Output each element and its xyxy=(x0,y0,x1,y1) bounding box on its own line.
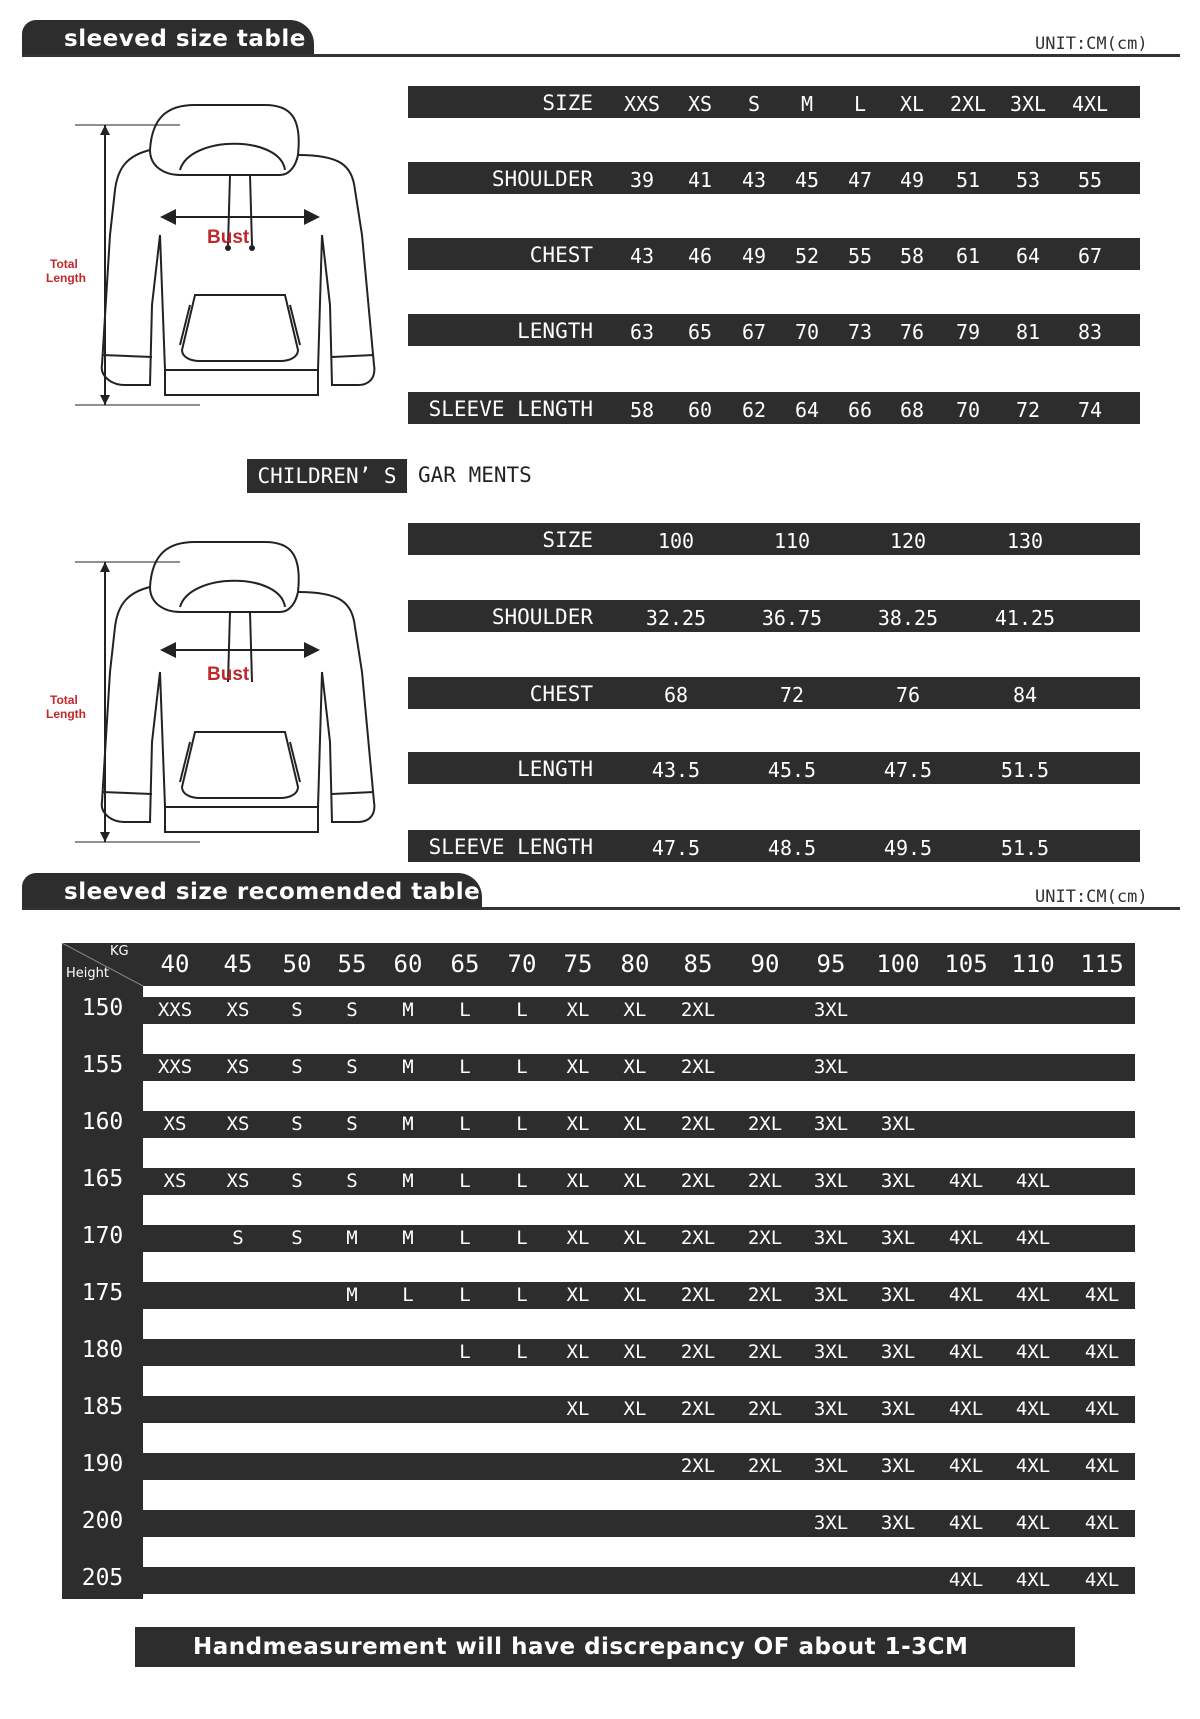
recommend-size-cell: XL xyxy=(623,1113,647,1135)
recommend-size-cell: XL xyxy=(566,1341,590,1363)
adult-cell: 81 xyxy=(1015,320,1041,344)
recommend-size-cell: XL xyxy=(623,1284,647,1306)
recommend-size-cell: 3XL xyxy=(880,1170,916,1192)
recommend-header-rule xyxy=(22,907,1180,910)
recommend-size-cell: 2XL xyxy=(747,1341,783,1363)
recommend-size-cell: L xyxy=(459,1170,471,1192)
recommend-size-cell: 2XL xyxy=(680,1056,716,1078)
children-cell: 47.5 xyxy=(651,836,701,860)
recommend-size-cell: 4XL xyxy=(1084,1569,1120,1591)
adult-cell: 68 xyxy=(899,398,925,422)
recommend-size-cell: 4XL xyxy=(1015,1398,1051,1420)
recommend-size-cell: 4XL xyxy=(948,1455,984,1477)
children-cell: 51.5 xyxy=(1000,758,1050,782)
recommend-size-cell: 3XL xyxy=(813,1341,849,1363)
children-total-label: Total xyxy=(50,693,78,707)
adult-cell: 72 xyxy=(1015,398,1041,422)
recommend-size-cell: 3XL xyxy=(813,1170,849,1192)
height-label: 150 xyxy=(81,995,124,1021)
recommend-size-cell: XL xyxy=(566,1284,590,1306)
recommend-size-cell: 3XL xyxy=(813,1398,849,1420)
adult-cell: 58 xyxy=(899,244,925,268)
recommend-size-cell: L xyxy=(516,1170,528,1192)
recommend-size-cell: S xyxy=(291,1056,303,1078)
recommend-size-cell: XL xyxy=(566,1398,590,1420)
recommend-size-cell: XL xyxy=(623,1227,647,1249)
adult-row-sleeve-length xyxy=(408,392,1140,424)
weight-header: 110 xyxy=(1011,950,1055,978)
recommend-size-cell: L xyxy=(402,1284,414,1306)
adult-cell: 51 xyxy=(955,168,981,192)
height-label: 160 xyxy=(81,1109,124,1135)
recommend-size-cell: XL xyxy=(566,1227,590,1249)
adult-cell: 41 xyxy=(687,168,713,192)
children-cell: 38.25 xyxy=(877,606,939,630)
recommend-size-cell: S xyxy=(346,1056,358,1078)
recommend-size-cell: 4XL xyxy=(948,1170,984,1192)
adult-cell: 70 xyxy=(955,398,981,422)
recommend-size-cell: L xyxy=(516,1341,528,1363)
adult-hoodie-illustration xyxy=(40,95,390,425)
recommend-size-cell: M xyxy=(402,1056,414,1078)
height-label: 190 xyxy=(81,1451,124,1477)
recommend-size-cell: 3XL xyxy=(880,1113,916,1135)
adult-row-length xyxy=(408,314,1140,346)
adult-cell: 47 xyxy=(847,168,873,192)
adult-cell: 49 xyxy=(899,168,925,192)
recommend-size-cell: XS xyxy=(226,1113,250,1135)
recommend-size-cell: L xyxy=(516,1056,528,1078)
height-label: 200 xyxy=(81,1508,124,1534)
recommend-size-cell: 2XL xyxy=(747,1284,783,1306)
children-cell: 100 xyxy=(657,529,695,553)
adult-cell: M xyxy=(800,92,814,116)
recommend-size-cell: S xyxy=(291,1113,303,1135)
recommend-size-cell: 3XL xyxy=(880,1227,916,1249)
weight-header: 50 xyxy=(282,950,312,978)
recommend-size-cell: 2XL xyxy=(680,1341,716,1363)
header-rule xyxy=(22,54,1180,57)
recommend-size-cell: L xyxy=(516,1113,528,1135)
adult-cell: 43 xyxy=(629,244,655,268)
recommend-size-cell: S xyxy=(346,1170,358,1192)
adult-row-shoulder xyxy=(408,162,1140,194)
recommend-size-cell: L xyxy=(516,1227,528,1249)
children-cell: 41.25 xyxy=(994,606,1056,630)
adult-cell: 46 xyxy=(687,244,713,268)
weight-header: 95 xyxy=(816,950,846,978)
children-row-chest xyxy=(408,677,1140,709)
adult-cell: 76 xyxy=(899,320,925,344)
adult-cell: 64 xyxy=(1015,244,1041,268)
adult-cell: 61 xyxy=(955,244,981,268)
adult-cell: 45 xyxy=(794,168,820,192)
weight-header: 80 xyxy=(620,950,650,978)
corner-kg-label: KG xyxy=(110,944,129,959)
children-cell: 45.5 xyxy=(767,758,817,782)
footer-note: Handmeasurement will have discrepancy OF about 1-3CM xyxy=(193,1634,969,1660)
recommend-size-cell: 4XL xyxy=(948,1512,984,1534)
row-label: CHEST xyxy=(529,682,593,706)
recommend-size-cell: XS xyxy=(226,1170,250,1192)
weight-header: 40 xyxy=(160,950,190,978)
recommend-size-cell: L xyxy=(516,999,528,1021)
height-label: 175 xyxy=(81,1280,124,1306)
recommend-size-cell: M xyxy=(402,1113,414,1135)
adult-cell: 62 xyxy=(741,398,767,422)
row-label: SLEEVE LENGTH xyxy=(428,397,593,421)
recommend-size-cell: 3XL xyxy=(813,1284,849,1306)
adult-cell: 49 xyxy=(741,244,767,268)
recommend-table-tab: sleeved size recomended table xyxy=(22,873,482,909)
recommend-size-cell: S xyxy=(346,999,358,1021)
recommend-size-cell: XL xyxy=(623,1170,647,1192)
children-cell: 51.5 xyxy=(1000,836,1050,860)
weight-header: 115 xyxy=(1080,950,1124,978)
height-label: 185 xyxy=(81,1394,124,1420)
adult-cell: 66 xyxy=(847,398,873,422)
recommend-size-cell: 2XL xyxy=(747,1227,783,1249)
recommend-size-cell: 4XL xyxy=(948,1341,984,1363)
recommend-size-cell: 3XL xyxy=(813,1455,849,1477)
height-label: 180 xyxy=(81,1337,124,1363)
recommend-size-cell: 4XL xyxy=(1084,1341,1120,1363)
adult-cell: 55 xyxy=(1077,168,1103,192)
weight-header: 70 xyxy=(507,950,537,978)
adult-cell: 65 xyxy=(687,320,713,344)
recommend-size-cell: 3XL xyxy=(880,1284,916,1306)
height-label: 205 xyxy=(81,1565,124,1591)
children-cell: 47.5 xyxy=(883,758,933,782)
recommend-size-cell: 3XL xyxy=(813,1512,849,1534)
adult-cell: L xyxy=(853,92,867,116)
adult-cell: 64 xyxy=(794,398,820,422)
row-label: LENGTH xyxy=(517,757,593,781)
footer-conversion: 1inch=2.54COM xyxy=(498,1674,712,1700)
adult-bust-label: Bust xyxy=(207,227,250,248)
adult-cell: 39 xyxy=(629,168,655,192)
recommend-size-cell: 4XL xyxy=(1015,1170,1051,1192)
children-hoodie-illustration xyxy=(40,532,390,862)
recommend-size-cell: 2XL xyxy=(680,1227,716,1249)
children-cell: 43.5 xyxy=(651,758,701,782)
recommend-size-cell: XS xyxy=(226,999,250,1021)
children-cell: 68 xyxy=(663,683,689,707)
recommend-size-cell: L xyxy=(459,1113,471,1135)
children-row-size xyxy=(408,523,1140,555)
recommend-size-cell: 2XL xyxy=(680,1113,716,1135)
recommend-size-cell: 4XL xyxy=(1015,1455,1051,1477)
recommend-size-cell: L xyxy=(459,1341,471,1363)
recommend-size-cell: L xyxy=(516,1284,528,1306)
row-label: SLEEVE LENGTH xyxy=(428,835,593,859)
recommend-size-cell: L xyxy=(459,1284,471,1306)
adult-cell: 67 xyxy=(1077,244,1103,268)
recommend-size-cell: 2XL xyxy=(680,999,716,1021)
recommend-size-cell: 3XL xyxy=(880,1398,916,1420)
recommend-size-cell: 4XL xyxy=(1084,1512,1120,1534)
recommend-size-cell: XS xyxy=(163,1170,187,1192)
footer-note-bar xyxy=(135,1627,1075,1700)
recommend-size-cell: 4XL xyxy=(1015,1512,1051,1534)
adult-cell: 53 xyxy=(1015,168,1041,192)
height-label: 170 xyxy=(81,1223,124,1249)
children-cell: 76 xyxy=(895,683,921,707)
children-cell: 110 xyxy=(773,529,811,553)
adult-cell: 55 xyxy=(847,244,873,268)
adult-cell: 58 xyxy=(629,398,655,422)
row-label: LENGTH xyxy=(517,319,593,343)
recommend-size-cell: XS xyxy=(163,1113,187,1135)
recommend-size-cell: 3XL xyxy=(880,1512,916,1534)
recommend-size-cell: 4XL xyxy=(1084,1455,1120,1477)
adult-cell: S xyxy=(747,92,761,116)
recommend-unit-label: UNIT:CM(cm) xyxy=(1035,887,1148,907)
recommend-size-cell: M xyxy=(402,1170,414,1192)
recommend-size-cell: 4XL xyxy=(948,1398,984,1420)
recommend-size-cell: 3XL xyxy=(880,1341,916,1363)
adult-row-size xyxy=(408,86,1140,118)
recommend-size-cell: 2XL xyxy=(680,1284,716,1306)
recommend-size-cell: M xyxy=(346,1227,358,1249)
children-row-sleeve-length xyxy=(408,830,1140,862)
recommend-size-cell: XS xyxy=(226,1056,250,1078)
recommend-size-cell: 2XL xyxy=(747,1455,783,1477)
adult-cell: 2XL xyxy=(949,92,987,116)
recommend-size-cell: 4XL xyxy=(948,1227,984,1249)
recommend-size-cell: L xyxy=(459,1056,471,1078)
recommend-size-cell: 2XL xyxy=(747,1170,783,1192)
row-label: SIZE xyxy=(542,528,593,552)
recommend-size-cell: M xyxy=(402,999,414,1021)
recommend-size-cell: 2XL xyxy=(747,1398,783,1420)
adult-cell: 63 xyxy=(629,320,655,344)
recommend-size-cell: XL xyxy=(623,999,647,1021)
recommend-size-cell: 3XL xyxy=(813,1113,849,1135)
recommend-size-cell: XL xyxy=(623,1056,647,1078)
weight-header: 85 xyxy=(683,950,713,978)
recommend-size-cell: 4XL xyxy=(1084,1398,1120,1420)
row-label: SHOULDER xyxy=(491,605,593,629)
adult-size-table-tab: sleeved size table xyxy=(22,20,314,56)
recommend-size-cell: 2XL xyxy=(747,1113,783,1135)
adult-cell: XXS xyxy=(623,92,661,116)
children-cell: 120 xyxy=(889,529,927,553)
height-column-background xyxy=(62,950,143,1599)
adult-cell: 43 xyxy=(741,168,767,192)
children-bust-label: Bust xyxy=(207,664,250,685)
weight-header: 45 xyxy=(223,950,253,978)
recommend-size-cell: XL xyxy=(623,1341,647,1363)
recommend-size-cell: XL xyxy=(623,1398,647,1420)
recommend-size-cell: L xyxy=(459,999,471,1021)
adult-cell: 67 xyxy=(741,320,767,344)
adult-cell: 60 xyxy=(687,398,713,422)
height-label: 155 xyxy=(81,1052,124,1078)
height-label: 165 xyxy=(81,1166,124,1192)
adult-cell: 70 xyxy=(794,320,820,344)
recommend-size-cell: 3XL xyxy=(813,1056,849,1078)
adult-cell: 4XL xyxy=(1071,92,1109,116)
recommend-size-cell: M xyxy=(402,1227,414,1249)
adult-length-label: Length xyxy=(46,271,86,285)
adult-row-chest xyxy=(408,238,1140,270)
weight-header: 90 xyxy=(750,950,780,978)
adult-cell: 83 xyxy=(1077,320,1103,344)
recommend-size-cell: XXS xyxy=(157,999,193,1021)
recommend-size-cell: 3XL xyxy=(813,999,849,1021)
recommend-size-cell: XXS xyxy=(157,1056,193,1078)
row-label: SHOULDER xyxy=(491,167,593,191)
children-cell: 130 xyxy=(1006,529,1044,553)
weight-header: 100 xyxy=(876,950,920,978)
adult-cell: 73 xyxy=(847,320,873,344)
children-row-length xyxy=(408,752,1140,784)
recommend-size-cell: 4XL xyxy=(948,1284,984,1306)
recommend-size-cell: S xyxy=(291,999,303,1021)
recommend-size-cell: 2XL xyxy=(680,1398,716,1420)
recommend-size-cell: 4XL xyxy=(1015,1284,1051,1306)
recommend-size-cell: S xyxy=(346,1113,358,1135)
recommend-size-cell: L xyxy=(459,1227,471,1249)
recommend-size-cell: 4XL xyxy=(1084,1284,1120,1306)
weight-header: 55 xyxy=(337,950,367,978)
children-cell: 36.75 xyxy=(761,606,823,630)
recommend-size-cell: 3XL xyxy=(813,1227,849,1249)
children-cell: 84 xyxy=(1012,683,1038,707)
recommend-size-cell: S xyxy=(291,1170,303,1192)
recommend-size-cell: 4XL xyxy=(1015,1569,1051,1591)
children-cell: 49.5 xyxy=(883,836,933,860)
weight-header: 65 xyxy=(450,950,480,978)
adult-cell: XS xyxy=(687,92,713,116)
recommend-size-cell: 2XL xyxy=(680,1170,716,1192)
row-label: CHEST xyxy=(529,243,593,267)
adult-cell: 52 xyxy=(794,244,820,268)
recommend-size-cell: 2XL xyxy=(680,1455,716,1477)
recommend-size-cell: 4XL xyxy=(1015,1341,1051,1363)
children-tag: CHILDREN’ S xyxy=(247,459,407,493)
recommend-size-cell: 4XL xyxy=(948,1569,984,1591)
children-cell: 48.5 xyxy=(767,836,817,860)
corner-height-label: Height xyxy=(66,966,109,981)
children-tag-suffix: GAR MENTS xyxy=(418,463,532,487)
recommend-size-cell: S xyxy=(232,1227,244,1249)
weight-header: 105 xyxy=(944,950,988,978)
row-label: SIZE xyxy=(542,91,593,115)
recommend-size-cell: S xyxy=(291,1227,303,1249)
weight-header: 75 xyxy=(563,950,593,978)
children-cell: 32.25 xyxy=(645,606,707,630)
recommend-size-cell: XL xyxy=(566,1056,590,1078)
weight-header: 60 xyxy=(393,950,423,978)
recommend-size-cell: 3XL xyxy=(880,1455,916,1477)
recommend-size-cell: 4XL xyxy=(1015,1227,1051,1249)
adult-cell: 74 xyxy=(1077,398,1103,422)
recommend-size-cell: M xyxy=(346,1284,358,1306)
adult-cell: XL xyxy=(899,92,925,116)
unit-label: UNIT:CM(cm) xyxy=(1035,34,1148,54)
children-length-label: Length xyxy=(46,707,86,721)
children-row-shoulder xyxy=(408,600,1140,632)
adult-cell: 3XL xyxy=(1009,92,1047,116)
recommend-size-cell: XL xyxy=(566,1170,590,1192)
children-cell: 72 xyxy=(779,683,805,707)
adult-total-label: Total xyxy=(50,257,78,271)
recommend-size-cell: XL xyxy=(566,1113,590,1135)
recommend-size-cell: XL xyxy=(566,999,590,1021)
adult-cell: 79 xyxy=(955,320,981,344)
